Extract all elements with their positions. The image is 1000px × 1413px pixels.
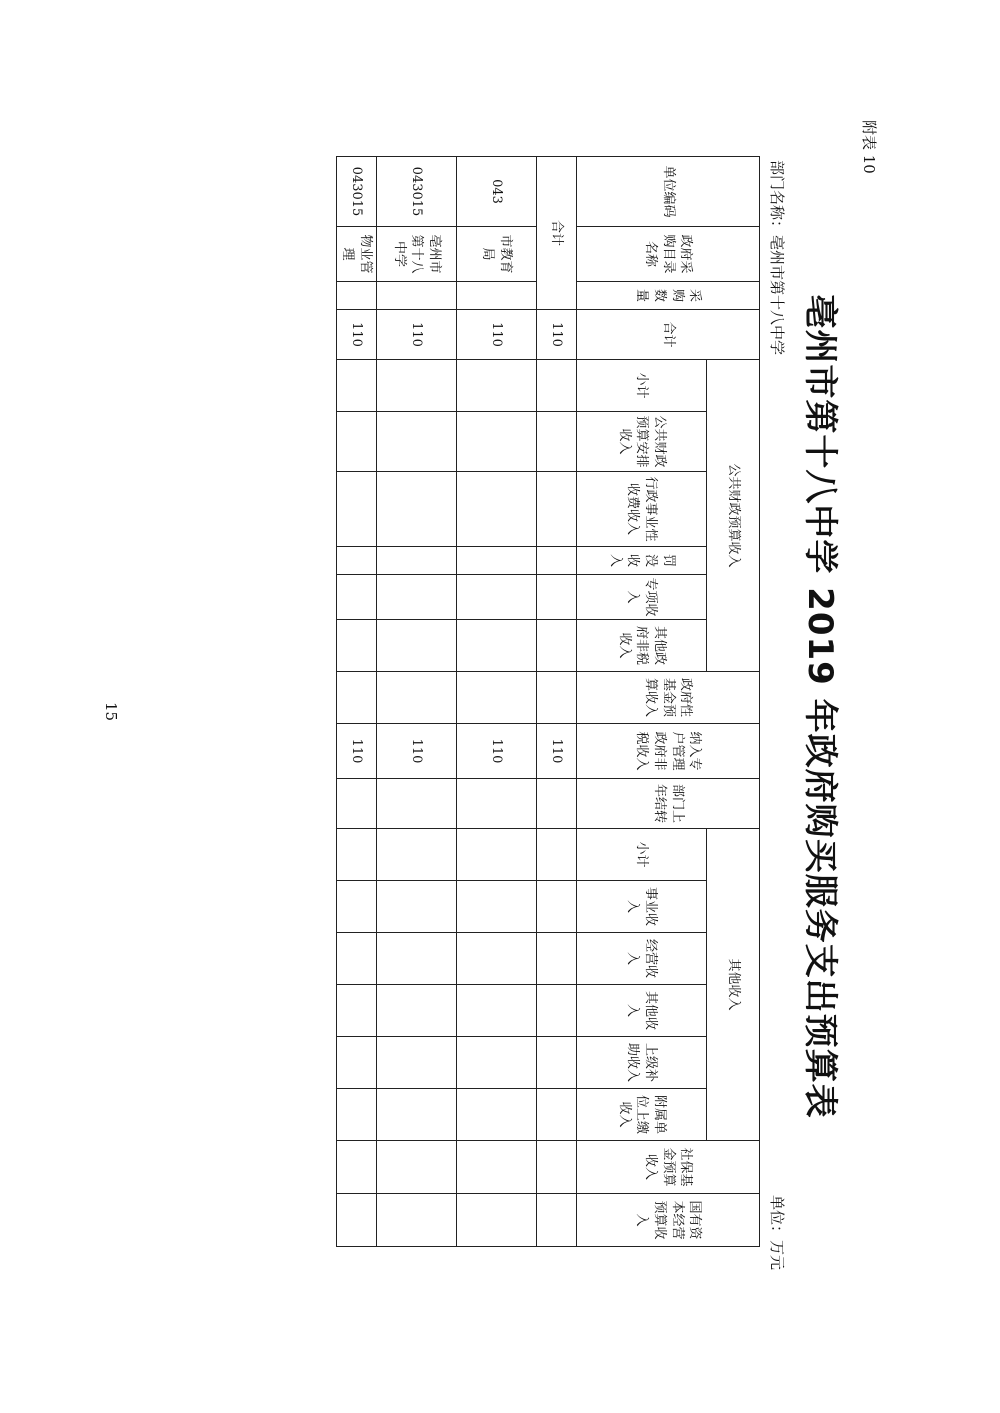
cell-empty (337, 672, 377, 724)
header-catalog-name: 政府采购目录名称 (577, 227, 760, 282)
cell-empty (537, 672, 577, 724)
cell-empty (457, 1194, 537, 1247)
cell-total: 110 (377, 310, 457, 360)
header-other-subtotal: 小计 (577, 829, 707, 881)
cell-empty (537, 1194, 577, 1247)
cell-empty (337, 1141, 377, 1194)
budget-table (336, 156, 760, 1247)
header-total: 合计 (577, 310, 760, 360)
header-subtotal: 小计 (577, 360, 707, 412)
table-row (457, 157, 537, 1247)
cell-empty (337, 360, 377, 412)
cell-empty (457, 1037, 537, 1089)
cell-empty (537, 412, 577, 472)
cell-empty (377, 360, 457, 412)
cell-empty (537, 933, 577, 985)
cell-empty (337, 1037, 377, 1089)
header-gov-fund: 政府性基金预算收入 (577, 672, 760, 724)
cell-total: 110 (537, 310, 577, 360)
cell-empty (377, 779, 457, 829)
cell-empty (377, 985, 457, 1037)
table-row (377, 157, 457, 1247)
cell-empty (457, 472, 537, 547)
header-unit-code: 单位编码 (577, 157, 760, 227)
cell-quantity (337, 282, 377, 310)
cell-empty (377, 829, 457, 881)
cell-catalog-name: 物业管理 (337, 227, 377, 282)
header-public-budget-group: 公共财政预算收入 (707, 360, 760, 672)
cell-empty (537, 575, 577, 620)
attachment-label: 附表 10 (860, 120, 878, 174)
header-public-budget-alloc: 公共财政预算安排收入 (577, 412, 707, 472)
header-other-income-group: 其他收入 (707, 829, 760, 1141)
cell-empty (457, 547, 537, 575)
cell-catalog-name: 市教育局 (457, 227, 537, 282)
table-body (337, 157, 577, 1247)
cell-empty (337, 985, 377, 1037)
cell-quantity (377, 282, 457, 310)
cell-empty (457, 1089, 537, 1141)
header-fines: 罚没收入 (577, 547, 707, 575)
cell-empty (337, 829, 377, 881)
header-social-security: 社保基金预算收入 (577, 1141, 760, 1194)
header-state-capital: 国有资本经营预算收入 (577, 1194, 760, 1247)
cell-empty (377, 933, 457, 985)
table-row (537, 157, 577, 1247)
header-quantity: 采购数量 (577, 282, 760, 310)
row-total-label: 合计 (537, 157, 577, 310)
header-operating-income: 经营收入 (577, 933, 707, 985)
cell-empty (377, 1089, 457, 1141)
header-superior-subsidy: 上级补助收入 (577, 1037, 707, 1089)
header-affiliated-income: 附属单位上缴收入 (577, 1089, 707, 1141)
header-carryover: 部门上年结转 (577, 779, 760, 829)
header-business-income: 事业收入 (577, 881, 707, 933)
cell-empty (377, 575, 457, 620)
header-row-1 (707, 157, 760, 1247)
cell-empty (537, 1141, 577, 1194)
cell-empty (337, 1194, 377, 1247)
cell-empty (377, 1194, 457, 1247)
cell-quantity (457, 282, 537, 310)
header-special-income: 专项收入 (577, 575, 707, 620)
page-title: 亳州市第十八中学 2019 年政府购买服务支出预算表 (800, 294, 840, 1119)
cell-empty (337, 1089, 377, 1141)
cell-unit-code: 043015 (337, 157, 377, 227)
cell-empty (457, 779, 537, 829)
cell-empty (457, 933, 537, 985)
cell-empty (457, 360, 537, 412)
page-number: 15 (102, 702, 120, 722)
cell-special-account: 110 (457, 724, 537, 779)
cell-empty (537, 360, 577, 412)
cell-empty (377, 472, 457, 547)
cell-empty (337, 575, 377, 620)
cell-empty (537, 1037, 577, 1089)
cell-empty (537, 829, 577, 881)
cell-empty (537, 985, 577, 1037)
cell-empty (337, 620, 377, 672)
cell-empty (537, 1089, 577, 1141)
cell-empty (337, 933, 377, 985)
header-special-account: 纳入专户管理政府非税收入 (577, 724, 760, 779)
cell-catalog-name: 亳州市第十八中学 (377, 227, 457, 282)
cell-empty (377, 620, 457, 672)
cell-unit-code: 043015 (377, 157, 457, 227)
cell-empty (337, 881, 377, 933)
header-other-nontax: 其他政府非税收入 (577, 620, 707, 672)
cell-special-account: 110 (377, 724, 457, 779)
cell-empty (537, 779, 577, 829)
cell-empty (337, 472, 377, 547)
unit-label: 单位：万元 (768, 1195, 786, 1271)
cell-empty (377, 1141, 457, 1194)
cell-empty (457, 1141, 537, 1194)
cell-empty (537, 472, 577, 547)
cell-unit-code: 043 (457, 157, 537, 227)
cell-empty (537, 547, 577, 575)
cell-empty (337, 779, 377, 829)
cell-empty (457, 575, 537, 620)
cell-empty (457, 881, 537, 933)
cell-special-account: 110 (537, 724, 577, 779)
cell-empty (457, 985, 537, 1037)
cell-empty (377, 672, 457, 724)
cell-empty (457, 412, 537, 472)
table-row (337, 157, 377, 1247)
cell-total: 110 (337, 310, 377, 360)
department-name: 部门名称：亳州市第十八中学 (768, 160, 786, 356)
cell-empty (537, 881, 577, 933)
cell-empty (537, 620, 577, 672)
header-other-income: 其他收入 (577, 985, 707, 1037)
cell-empty (377, 1037, 457, 1089)
cell-total: 110 (457, 310, 537, 360)
cell-empty (377, 547, 457, 575)
header-admin-fee: 行政事业性收费收入 (577, 472, 707, 547)
cell-empty (457, 829, 537, 881)
cell-empty (457, 620, 537, 672)
cell-special-account: 110 (337, 724, 377, 779)
cell-empty (337, 547, 377, 575)
cell-empty (377, 881, 457, 933)
cell-empty (337, 412, 377, 472)
cell-empty (377, 412, 457, 472)
cell-empty (457, 672, 537, 724)
